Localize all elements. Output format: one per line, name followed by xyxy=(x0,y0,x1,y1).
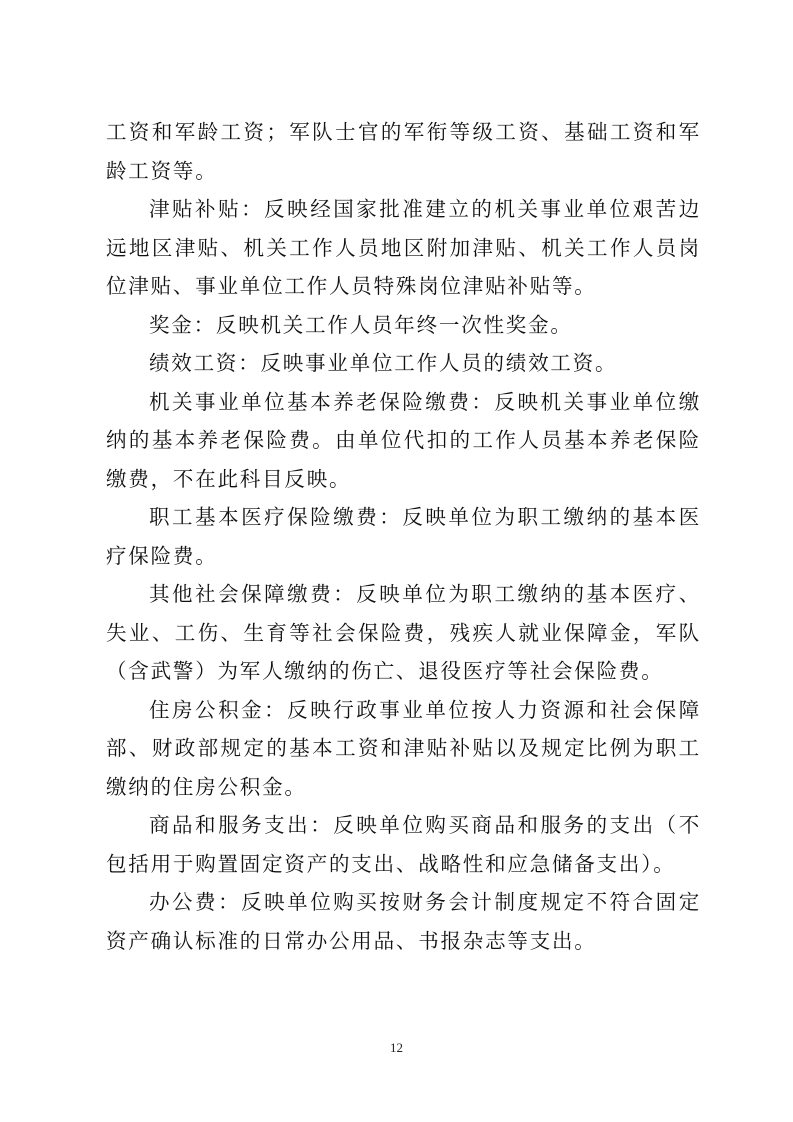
paragraph-other-social-security: 其他社会保障缴费：反映单位为职工缴纳的基本医疗、失业、工伤、生育等社会保险费，残疾人就业保障金，军队（含武警）为军人缴纳的伤亡、退役医疗等社会保险费。 xyxy=(106,582,701,683)
paragraph-housing-fund: 住房公积金：反映行政事业单位按人力资源和社会保障部、财政部规定的基本工资和津贴补贴以及规定比例为职工缴纳的住房公积金。 xyxy=(106,697,701,799)
document-page xyxy=(106,113,701,960)
paragraph-medical-insurance: 职工基本医疗保险缴费：反映单位为职工缴纳的基本医疗保险费。 xyxy=(106,505,701,568)
paragraph-allowances: 津贴补贴：反映经国家批准建立的机关事业单位艰苦边远地区津贴、机关工作人员地区附加津贴、机关工作人员岗位津贴、事业单位工作人员特殊岗位津贴补贴等。 xyxy=(106,197,701,298)
paragraph-goods-services: 商品和服务支出：反映单位购买商品和服务的支出（不包括用于购置固定资产的支出、战略性和应急储备支出）。 xyxy=(106,813,701,876)
paragraph-performance-pay: 绩效工资：反映事业单位工作人员的绩效工资。 xyxy=(149,351,618,375)
paragraph-wage-continuation: 工资和军龄工资；军队士官的军衔等级工资、基础工资和军龄工资等。 xyxy=(106,120,701,183)
page-number: 12 xyxy=(390,1040,403,1055)
paragraph-pension-insurance: 机关事业单位基本养老保险缴费：反映机关事业单位缴纳的基本养老保险费。由单位代扣的工作人员基本养老保险缴费，不在此科目反映。 xyxy=(106,389,701,491)
paragraph-bonus: 奖金：反映机关工作人员年终一次性奖金。 xyxy=(149,312,573,337)
paragraph-office-expenses: 办公费：反映单位购买按财务会计制度规定不符合固定资产确认标准的日常办公用品、书报杂志等支出。 xyxy=(106,890,701,953)
